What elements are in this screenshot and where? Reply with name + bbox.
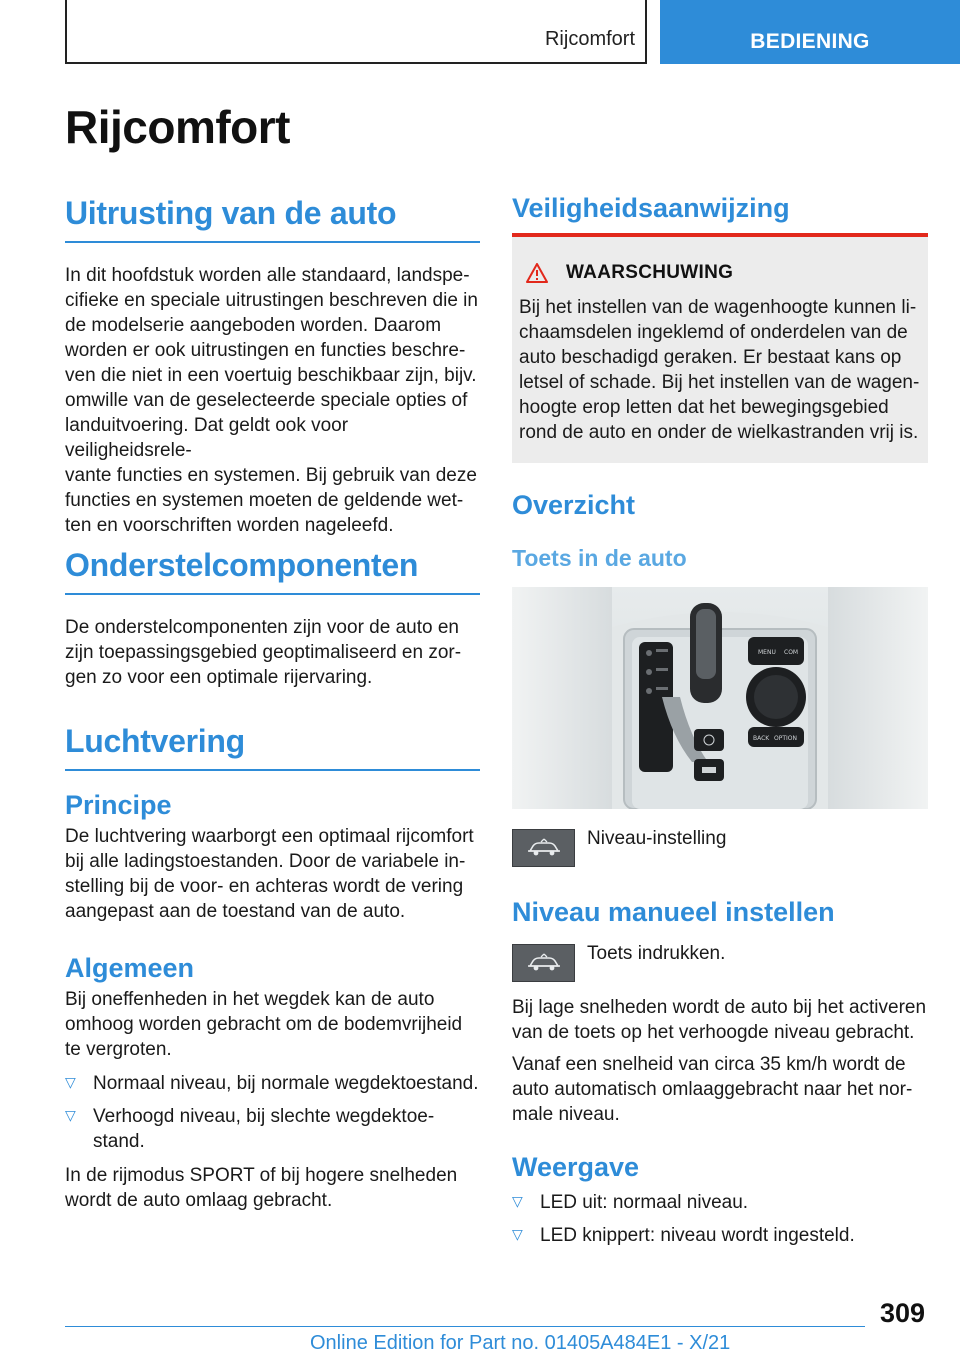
warning-triangle-icon bbox=[526, 263, 548, 283]
header-chapter-label: BEDIENING bbox=[750, 30, 870, 53]
footer-edition: Online Edition for Part no. 01405A484E1 - X/21 bbox=[310, 1332, 731, 1354]
text-line: wordt de auto omlaag gebracht. bbox=[65, 1190, 333, 1211]
text-line: worden er ook uitrustingen en functies beschre- bbox=[65, 340, 466, 361]
footer-rule bbox=[65, 1326, 865, 1327]
heading-rule bbox=[65, 241, 480, 243]
text-line: Bij oneffenheden in het wegdek kan de auto bbox=[65, 989, 435, 1010]
text-line: De onderstelcomponenten zijn voor de auto en bbox=[65, 617, 459, 638]
warning-box bbox=[512, 233, 928, 463]
heading-overzicht-text: Overzicht bbox=[512, 490, 636, 520]
text-line: aangepast aan de toestand van de auto. bbox=[65, 901, 406, 922]
text-line: letsel of schade. Bij het instellen van de wagen- bbox=[519, 372, 920, 393]
heading-toets-text: Toets in de auto bbox=[512, 545, 687, 571]
text-line: omhoog worden gebracht om de bodemvrijheid bbox=[65, 1014, 463, 1035]
paragraph-algemeen-after bbox=[65, 1163, 480, 1213]
press-button-legend bbox=[512, 944, 575, 982]
console-illustration bbox=[512, 587, 928, 809]
header-section-title: Rijcomfort bbox=[544, 28, 635, 50]
text-line: landuitvoering. Dat geldt ook voor veiligheidsrele- bbox=[65, 415, 349, 461]
triangle-bullet-icon: ▽ bbox=[512, 1193, 523, 1209]
section-uitrusting bbox=[65, 195, 480, 538]
heading-principe: Principe bbox=[65, 790, 172, 820]
list-item-text: LED knippert: niveau wordt ingesteld. bbox=[540, 1225, 855, 1246]
list-item-text: Normaal niveau, bij normale wegdektoestand. bbox=[93, 1073, 479, 1094]
heading-algemeen: Algemeen bbox=[65, 953, 195, 983]
list-item bbox=[65, 1104, 480, 1154]
text-line: Vanaf een snelheid van circa 35 km/h wordt de bbox=[512, 1054, 906, 1075]
text-line: auto beschadigd geraken. Er bestaat kans op bbox=[519, 347, 902, 368]
text-line: gen zo voor een optimale rijervaring. bbox=[65, 667, 373, 688]
heading-luchtvering: Luchtvering bbox=[65, 723, 245, 759]
paragraph-onderstel bbox=[65, 615, 480, 690]
text-line: rond de auto en onder de wielkastranden vrij is. bbox=[519, 422, 919, 443]
car-level-button-icon bbox=[512, 944, 575, 982]
text-line: hoogte erop letten dat het bewegingsgebied bbox=[519, 397, 889, 418]
text-line: vante functies en systemen. Bij gebruik van deze bbox=[65, 465, 477, 486]
text-line: male niveau. bbox=[512, 1104, 620, 1125]
text-line: te vergroten. bbox=[65, 1039, 172, 1060]
warning-label: WAARSCHUWING bbox=[566, 262, 734, 283]
paragraph-algemeen bbox=[65, 987, 480, 1062]
text-line: In de rijmodus SPORT of bij hogere snelheden bbox=[65, 1165, 458, 1186]
heading-veiligheid-text: Veiligheidsaanwijzing bbox=[512, 193, 790, 223]
bullet-list-weergave bbox=[512, 1190, 928, 1248]
list-item-text: LED uit: normaal niveau. bbox=[540, 1192, 749, 1213]
text-line: de modelserie aangeboden worden. Daarom bbox=[65, 315, 442, 336]
console-label-back: BACK bbox=[753, 735, 770, 742]
text-line: stelling bij de voor- en achteras wordt de vering bbox=[65, 876, 464, 897]
paragraph-manueel-2 bbox=[512, 1052, 928, 1127]
list-item-text: stand. bbox=[93, 1131, 145, 1152]
press-button-caption: Toets indrukken. bbox=[587, 943, 726, 964]
text-line: ten en voorschriften worden nageleefd. bbox=[65, 515, 394, 536]
car-height-icon bbox=[524, 953, 564, 973]
heading-onderstel: Onderstelcomponenten bbox=[65, 547, 419, 583]
text-line: functies en systemen moeten de geldende wet- bbox=[65, 490, 464, 511]
section-luchtvering bbox=[65, 723, 480, 771]
text-line: auto automatisch omlaaggebracht naar het nor- bbox=[512, 1079, 913, 1100]
list-item bbox=[65, 1071, 480, 1096]
text-line: chaamsdelen ingeklemd of onderdelen van de bbox=[519, 322, 908, 343]
level-button-legend bbox=[512, 829, 575, 867]
car-height-icon bbox=[524, 838, 564, 858]
heading-rule bbox=[65, 769, 480, 771]
page-number: 309 bbox=[880, 1298, 926, 1328]
paragraph-uitrusting bbox=[65, 263, 480, 538]
text-line: omwille van de geselecteerde speciale opties of bbox=[65, 390, 468, 411]
car-level-button-icon bbox=[512, 829, 575, 867]
page-title: Rijcomfort bbox=[65, 101, 290, 153]
text-line: ven die niet in een voertuig beschikbaar zijn, bijv. bbox=[65, 365, 477, 386]
section-onderstel bbox=[65, 547, 480, 690]
list-item bbox=[512, 1190, 928, 1215]
text-line: Bij lage snelheden wordt de auto bij het activeren bbox=[512, 997, 927, 1018]
heading-overzicht bbox=[512, 490, 928, 521]
triangle-bullet-icon: ▽ bbox=[65, 1074, 76, 1090]
text-line: van de toets op het verhoogde niveau gebracht. bbox=[512, 1022, 915, 1043]
list-item-text: Verhoogd niveau, bij slechte wegdektoe- bbox=[93, 1106, 435, 1127]
center-console-photo bbox=[512, 587, 928, 809]
warning-text bbox=[519, 295, 923, 445]
heading-rule bbox=[65, 593, 480, 595]
text-line: Bij het instellen van de wagenhoogte kunnen li- bbox=[519, 297, 917, 318]
list-item bbox=[512, 1223, 928, 1248]
heading-uitrusting: Uitrusting van de auto bbox=[65, 195, 397, 231]
heading-veiligheid bbox=[512, 193, 928, 224]
level-button-caption: Niveau-instelling bbox=[587, 828, 727, 849]
heading-manueel bbox=[512, 897, 928, 928]
text-line: De luchtvering waarborgt een optimaal rijcomfort bbox=[65, 826, 474, 847]
heading-manueel-text: Niveau manueel instellen bbox=[512, 897, 835, 927]
header-chapter-tab bbox=[660, 0, 960, 64]
paragraph-manueel-1 bbox=[512, 995, 928, 1045]
text-line: cifieke en speciale uitrustingen beschreven die in bbox=[65, 290, 478, 311]
bullet-list-algemeen bbox=[65, 1071, 480, 1154]
text-line: zijn toepassingsgebied geoptimaliseerd en zor- bbox=[65, 642, 462, 663]
heading-weergave-text: Weergave bbox=[512, 1152, 640, 1182]
paragraph-principe bbox=[65, 824, 480, 924]
console-label-menu: MENU bbox=[758, 649, 776, 656]
section-algemeen bbox=[65, 953, 480, 1213]
section-principe bbox=[65, 790, 480, 924]
text-line: In dit hoofdstuk worden alle standaard, landspe- bbox=[65, 265, 470, 286]
triangle-bullet-icon: ▽ bbox=[512, 1226, 523, 1242]
heading-toets-in-de-auto bbox=[512, 545, 928, 572]
console-label-option: OPTION bbox=[774, 735, 797, 742]
triangle-bullet-icon: ▽ bbox=[65, 1107, 76, 1123]
warning-header bbox=[526, 262, 733, 284]
console-label-com: COM bbox=[784, 649, 799, 656]
text-line: bij alle ladingstoestanden. Door de variabele in- bbox=[65, 851, 466, 872]
heading-weergave bbox=[512, 1152, 928, 1183]
